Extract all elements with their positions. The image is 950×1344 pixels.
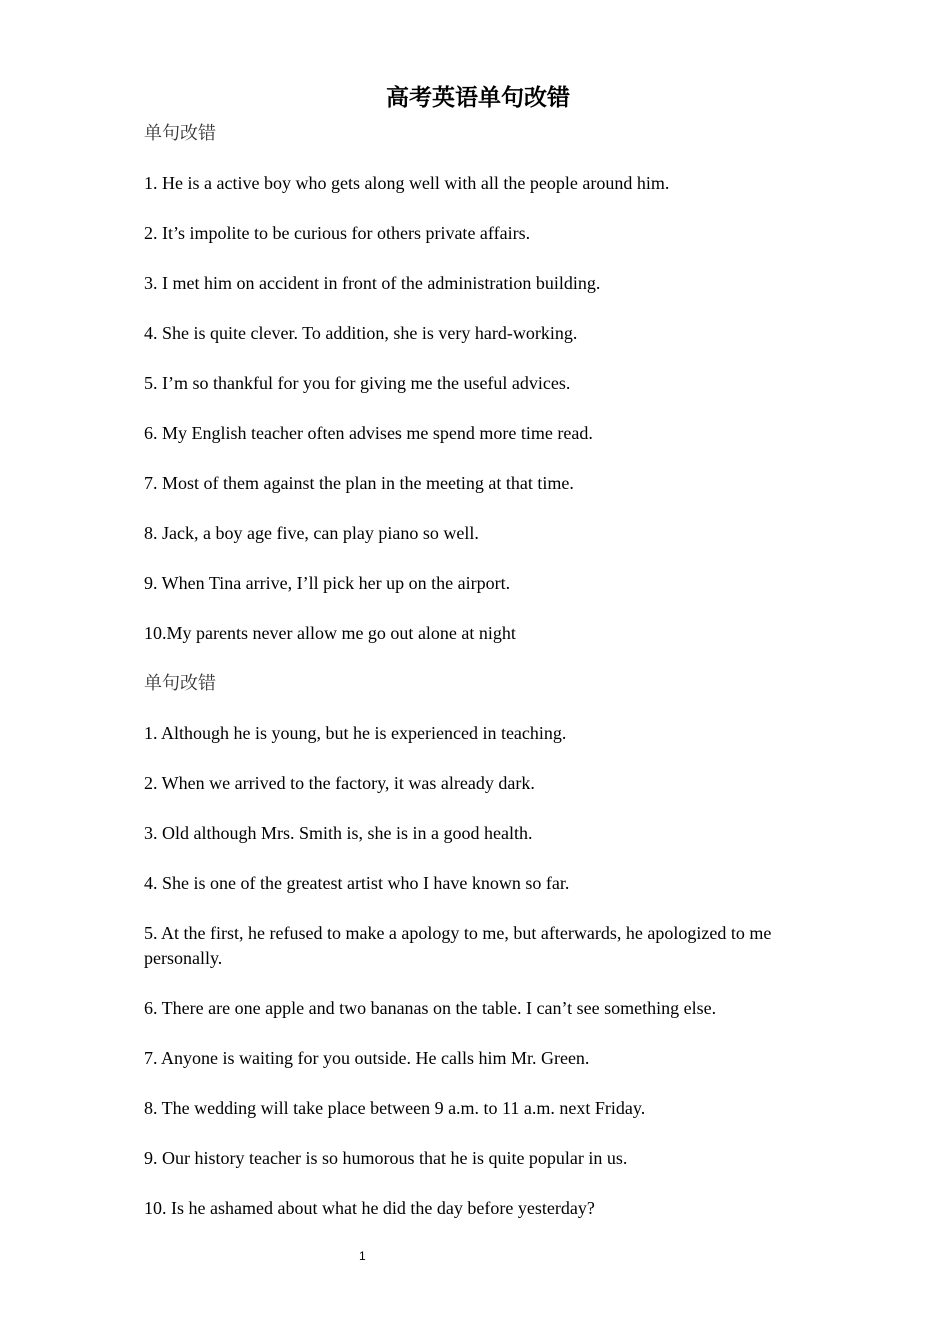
section-heading: 单句改错: [144, 123, 216, 144]
sentence-item: 10. Is he ashamed about what he did the day before yesterday?: [144, 1198, 595, 1218]
sentence-item: 6. My English teacher often advises me spend more time read.: [144, 423, 593, 443]
sentence-item: 5. At the first, he refused to make a apology to me, but afterwards, he apologized to me personally.: [144, 923, 772, 968]
sentence-item: 7. Most of them against the plan in the meeting at that time.: [144, 473, 574, 493]
sentence-item: 4. She is one of the greatest artist who I have known so far.: [144, 873, 570, 893]
sentence-item: 9. Our history teacher is so humorous that he is quite popular in us.: [144, 1148, 628, 1168]
document-body: [144, 121, 794, 1246]
sentence-item: 2. It’s impolite to be curious for others private affairs.: [144, 223, 531, 243]
sentence-item: 4. She is quite clever. To addition, she is very hard-working.: [144, 323, 578, 343]
sentence-item: 3. I met him on accident in front of the administration building.: [144, 273, 601, 293]
sentence-item: 7. Anyone is waiting for you outside. He calls him Mr. Green.: [144, 1048, 590, 1068]
sentence-item: 3. Old although Mrs. Smith is, she is in a good health.: [144, 823, 533, 843]
section-heading: 单句改错: [144, 673, 216, 694]
sentence-item: 5. I’m so thankful for you for giving me the useful advices.: [144, 373, 571, 393]
page-number: 1: [359, 1249, 366, 1263]
sentence-item: 8. The wedding will take place between 9 a.m. to 11 a.m. next Friday.: [144, 1098, 646, 1118]
sentence-item: 2. When we arrived to the factory, it was already dark.: [144, 773, 535, 793]
sentence-item: 1. Although he is young, but he is experienced in teaching.: [144, 723, 567, 743]
sentence-item: 9. When Tina arrive, I’ll pick her up on the airport.: [144, 573, 511, 593]
sentence-item: 10.My parents never allow me go out alone at night: [144, 623, 516, 643]
sentence-item: 8. Jack, a boy age five, can play piano so well.: [144, 523, 479, 543]
sentence-item: 6. There are one apple and two bananas on the table. I can’t see something else.: [144, 998, 717, 1018]
sentence-item: 1. He is a active boy who gets along well with all the people around him.: [144, 173, 670, 193]
page-title: 高考英语单句改错: [386, 85, 570, 111]
